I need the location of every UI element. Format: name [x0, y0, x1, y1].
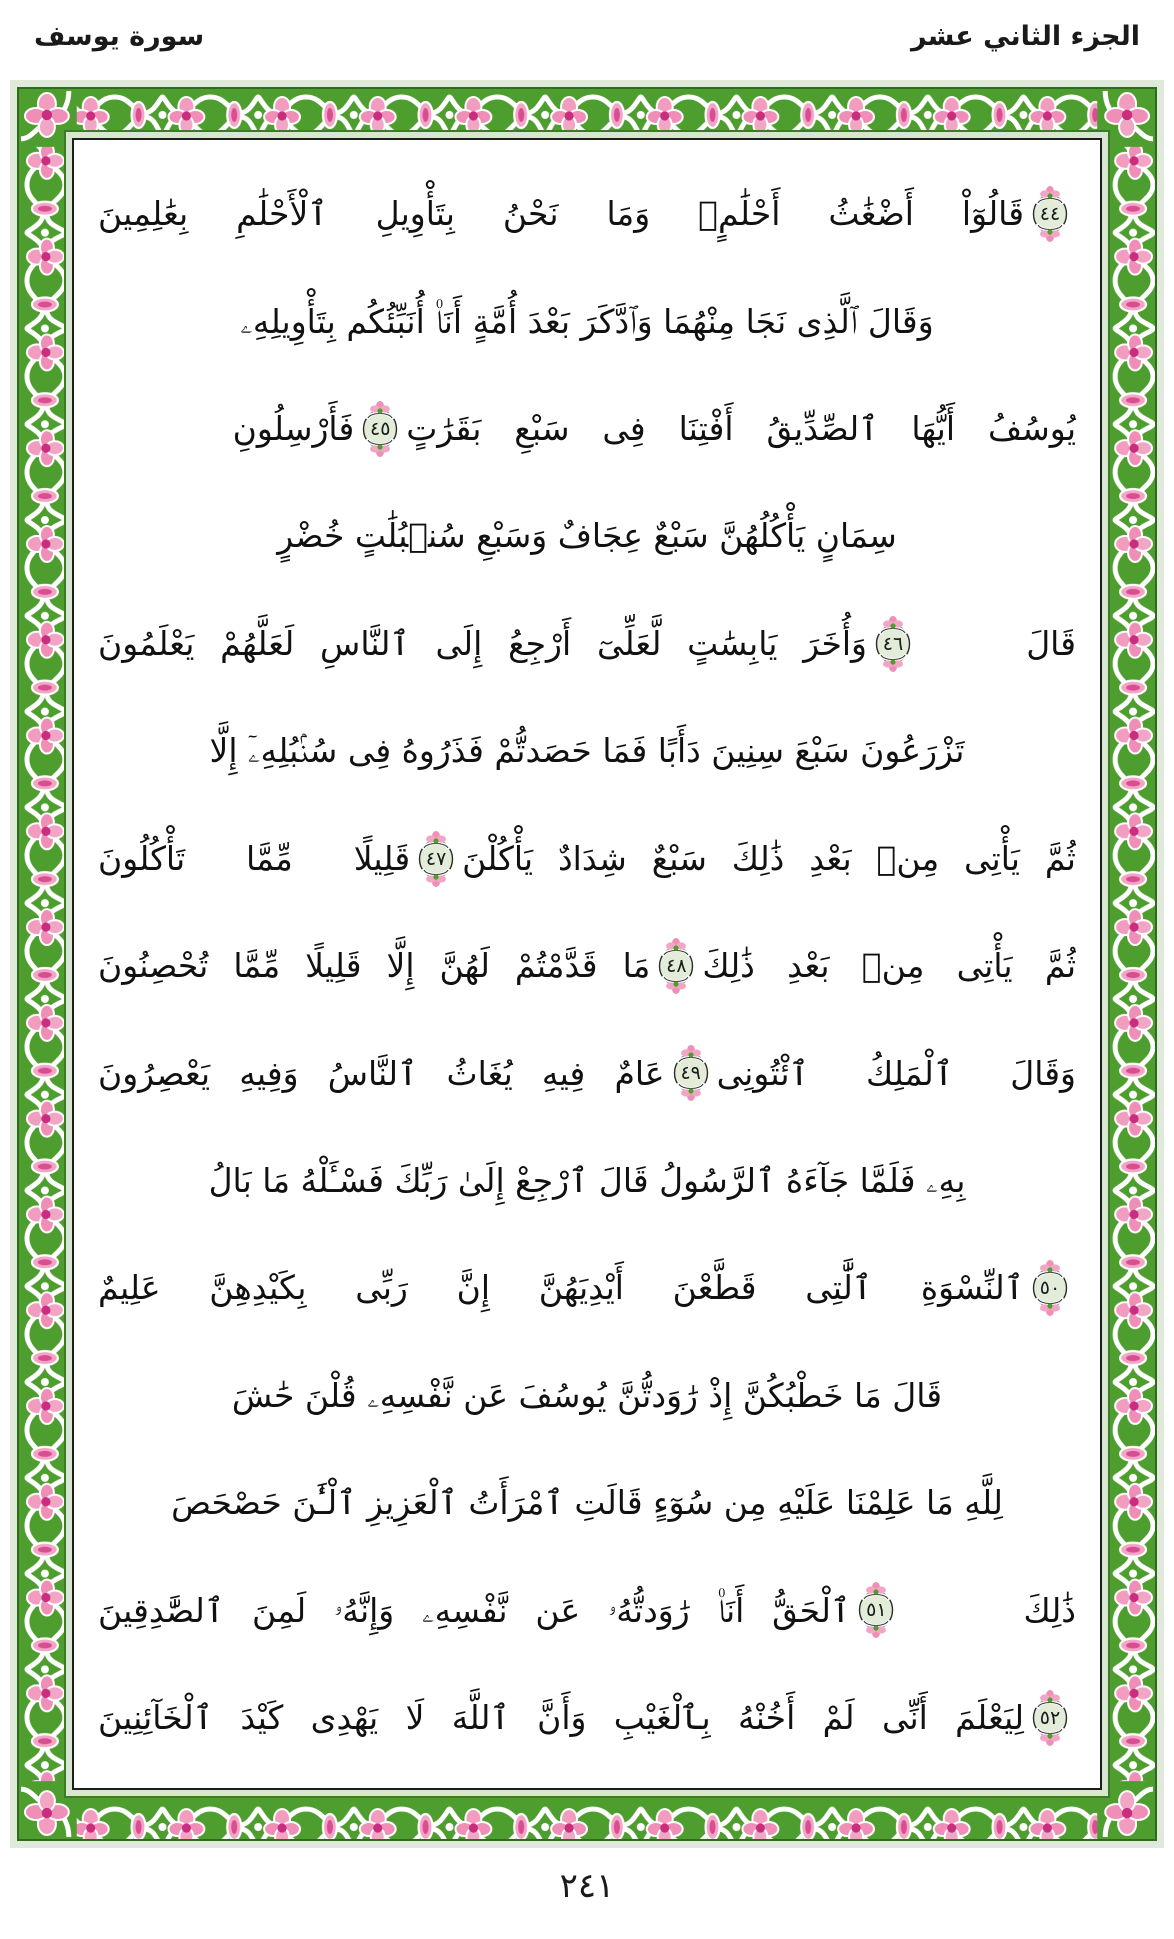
ayah-marker[interactable] — [1029, 1260, 1071, 1316]
quran-line-text-left: ذَٰلِكَ — [1023, 1590, 1076, 1630]
ayah-number: ٥٢ — [1039, 1706, 1061, 1729]
quran-line-text-left: قَالَ — [1026, 623, 1076, 663]
ayah-number: ٤٨ — [666, 954, 687, 977]
quran-line-text-right: فَأَرْسِلُونِ — [232, 409, 355, 449]
quran-line — [98, 1344, 1076, 1448]
quran-line — [98, 1021, 1076, 1125]
quran-line-text-left: ثُمَّ يَأْتِى مِنۢ بَعْدِ ذَٰلِكَ سَبْعٌ شِدَادٌ يَأْكُلْنَ — [462, 838, 1076, 878]
quran-line-text: لِيَعْلَمَ أَنِّى لَمْ أَخُنْهُ بِٱلْغَيْبِ وَأَنَّ ٱللَّهَ لَا يَهْدِى كَيْدَ ٱلْخَآئِنِينَ — [98, 1698, 1024, 1738]
ayah-marker[interactable] — [655, 938, 697, 994]
quran-line — [98, 592, 1076, 696]
page-number: ٢٤١ — [559, 1866, 615, 1906]
ayah-marker[interactable] — [359, 401, 401, 457]
quran-text-block — [82, 148, 1092, 1780]
quran-line-text-left: ثُمَّ يَأْتِى مِنۢ بَعْدِ ذَٰلِكَ — [702, 946, 1076, 986]
quran-line — [98, 269, 1076, 373]
quran-line — [98, 1558, 1076, 1662]
ayah-number: ٤٤ — [1039, 203, 1061, 225]
quran-line — [98, 807, 1076, 911]
quran-line-text: بِهِۦ فَلَمَّا جَآءَهُ ٱلرَّسُولُ قَالَ ٱرْجِعْ إِلَىٰ رَبِّكَ فَسْـَٔلْهُ مَا بَالُ — [208, 1160, 966, 1200]
ayah-marker[interactable] — [872, 616, 914, 672]
ayah-marker[interactable] — [415, 831, 457, 887]
quran-line-text: قَالُوٓاْ أَضْغَٰثُ أَحْلَٰمٍۖ وَمَا نَحْنُ بِتَأْوِيلِ ٱلْأَحْلَٰمِ بِعَٰلِمِينَ — [98, 194, 1024, 234]
quran-line — [98, 1129, 1076, 1233]
quran-line — [98, 377, 1076, 481]
quran-line-text-right: وَأُخَرَ يَابِسَٰتٍ لَّعَلِّىٓ أَرْجِعُ إِلَى ٱلنَّاسِ لَعَلَّهُمْ يَعْلَمُونَ — [98, 623, 867, 663]
quran-line-text: ٱلنِّسْوَةِ ٱلَّٰتِى قَطَّعْنَ أَيْدِيَهُنَّ إِنَّ رَبِّى بِكَيْدِهِنَّ عَلِيمٌ — [98, 1268, 1024, 1308]
ayah-number: ٤٧ — [425, 847, 447, 870]
quran-line-text-left: يُوسُفُ أَيُّهَا ٱلصِّدِّيقُ أَفْتِنَا فِى سَبْعِ بَقَرَٰتٍ — [406, 409, 1076, 449]
ayah-marker[interactable] — [670, 1045, 712, 1101]
quran-line — [98, 914, 1076, 1018]
surah-label: سورة يوسف — [34, 20, 205, 52]
ayah-number: ٤٦ — [882, 632, 904, 655]
quran-line-text-right: قَلِيلًا مِّمَّا تَأْكُلُونَ — [98, 838, 411, 878]
quran-line-text-left: وَقَالَ ٱلْمَلِكُ ٱئْتُونِى — [716, 1053, 1076, 1093]
quran-line — [98, 699, 1076, 803]
ayah-marker[interactable] — [1029, 186, 1071, 242]
quran-line — [98, 484, 1076, 588]
quran-line-text: لِلَّهِ مَا عَلِمْنَا عَلَيْهِ مِن سُوٓءٍ قَالَتِ ٱمْرَأَتُ ٱلْعَزِيزِ ٱلْـَٰٔنَ حَصْحَصَ — [171, 1483, 1003, 1523]
quran-line-text-right: عَامٌ فِيهِ يُغَاثُ ٱلنَّاسُ وَفِيهِ يَعْصِرُونَ — [98, 1053, 665, 1093]
ayah-marker[interactable] — [1029, 1690, 1071, 1746]
ayah-number: ٥٠ — [1039, 1277, 1061, 1300]
ayah-number: ٥١ — [866, 1599, 887, 1622]
quran-line-text: وَقَالَ ٱلَّذِى نَجَا مِنْهُمَا وَٱدَّكَرَ بَعْدَ أُمَّةٍ أَنَا۠ أُنَبِّئُكُم بِتَأْوِيلِهِۦ — [240, 301, 934, 341]
page-header — [0, 0, 1174, 72]
ornamental-frame — [8, 78, 1166, 1850]
juz-label: الجزء الثاني عشر — [911, 20, 1140, 52]
ayah-number: ٤٩ — [680, 1062, 701, 1085]
quran-line-text: قَالَ مَا خَطْبُكُنَّ إِذْ رَٰوَدتُّنَّ يُوسُفَ عَن نَّفْسِهِۦ قُلْنَ حَٰشَ — [231, 1375, 943, 1415]
quran-line — [98, 1451, 1076, 1555]
quran-line-text: سِمَانٍ يَأْكُلُهُنَّ سَبْعٌ عِجَافٌ وَسَبْعِ سُنۢبُلَٰتٍ خُضْرٍ — [277, 516, 897, 556]
quran-line — [98, 1236, 1076, 1340]
ayah-marker[interactable] — [855, 1582, 897, 1638]
quran-line-text-right: مَا قَدَّمْتُمْ لَهُنَّ إِلَّا قَلِيلًا مِّمَّا تُحْصِنُونَ — [98, 946, 651, 986]
quran-line-text: تَزْرَعُونَ سَبْعَ سِنِينَ دَأَبًا فَمَا حَصَدتُّمْ فَذَرُوهُ فِى سُنۢبُلِهِۦٓ إِلَّا — [209, 731, 965, 771]
quran-line-text-right: ٱلْحَقُّ أَنَا۠ رَٰوَدتُّهُۥ عَن نَّفْسِهِۦ وَإِنَّهُۥ لَمِنَ ٱلصَّٰدِقِينَ — [98, 1590, 851, 1630]
ayah-number: ٤٥ — [370, 417, 391, 440]
quran-line — [98, 162, 1076, 266]
quran-line — [98, 1666, 1076, 1770]
